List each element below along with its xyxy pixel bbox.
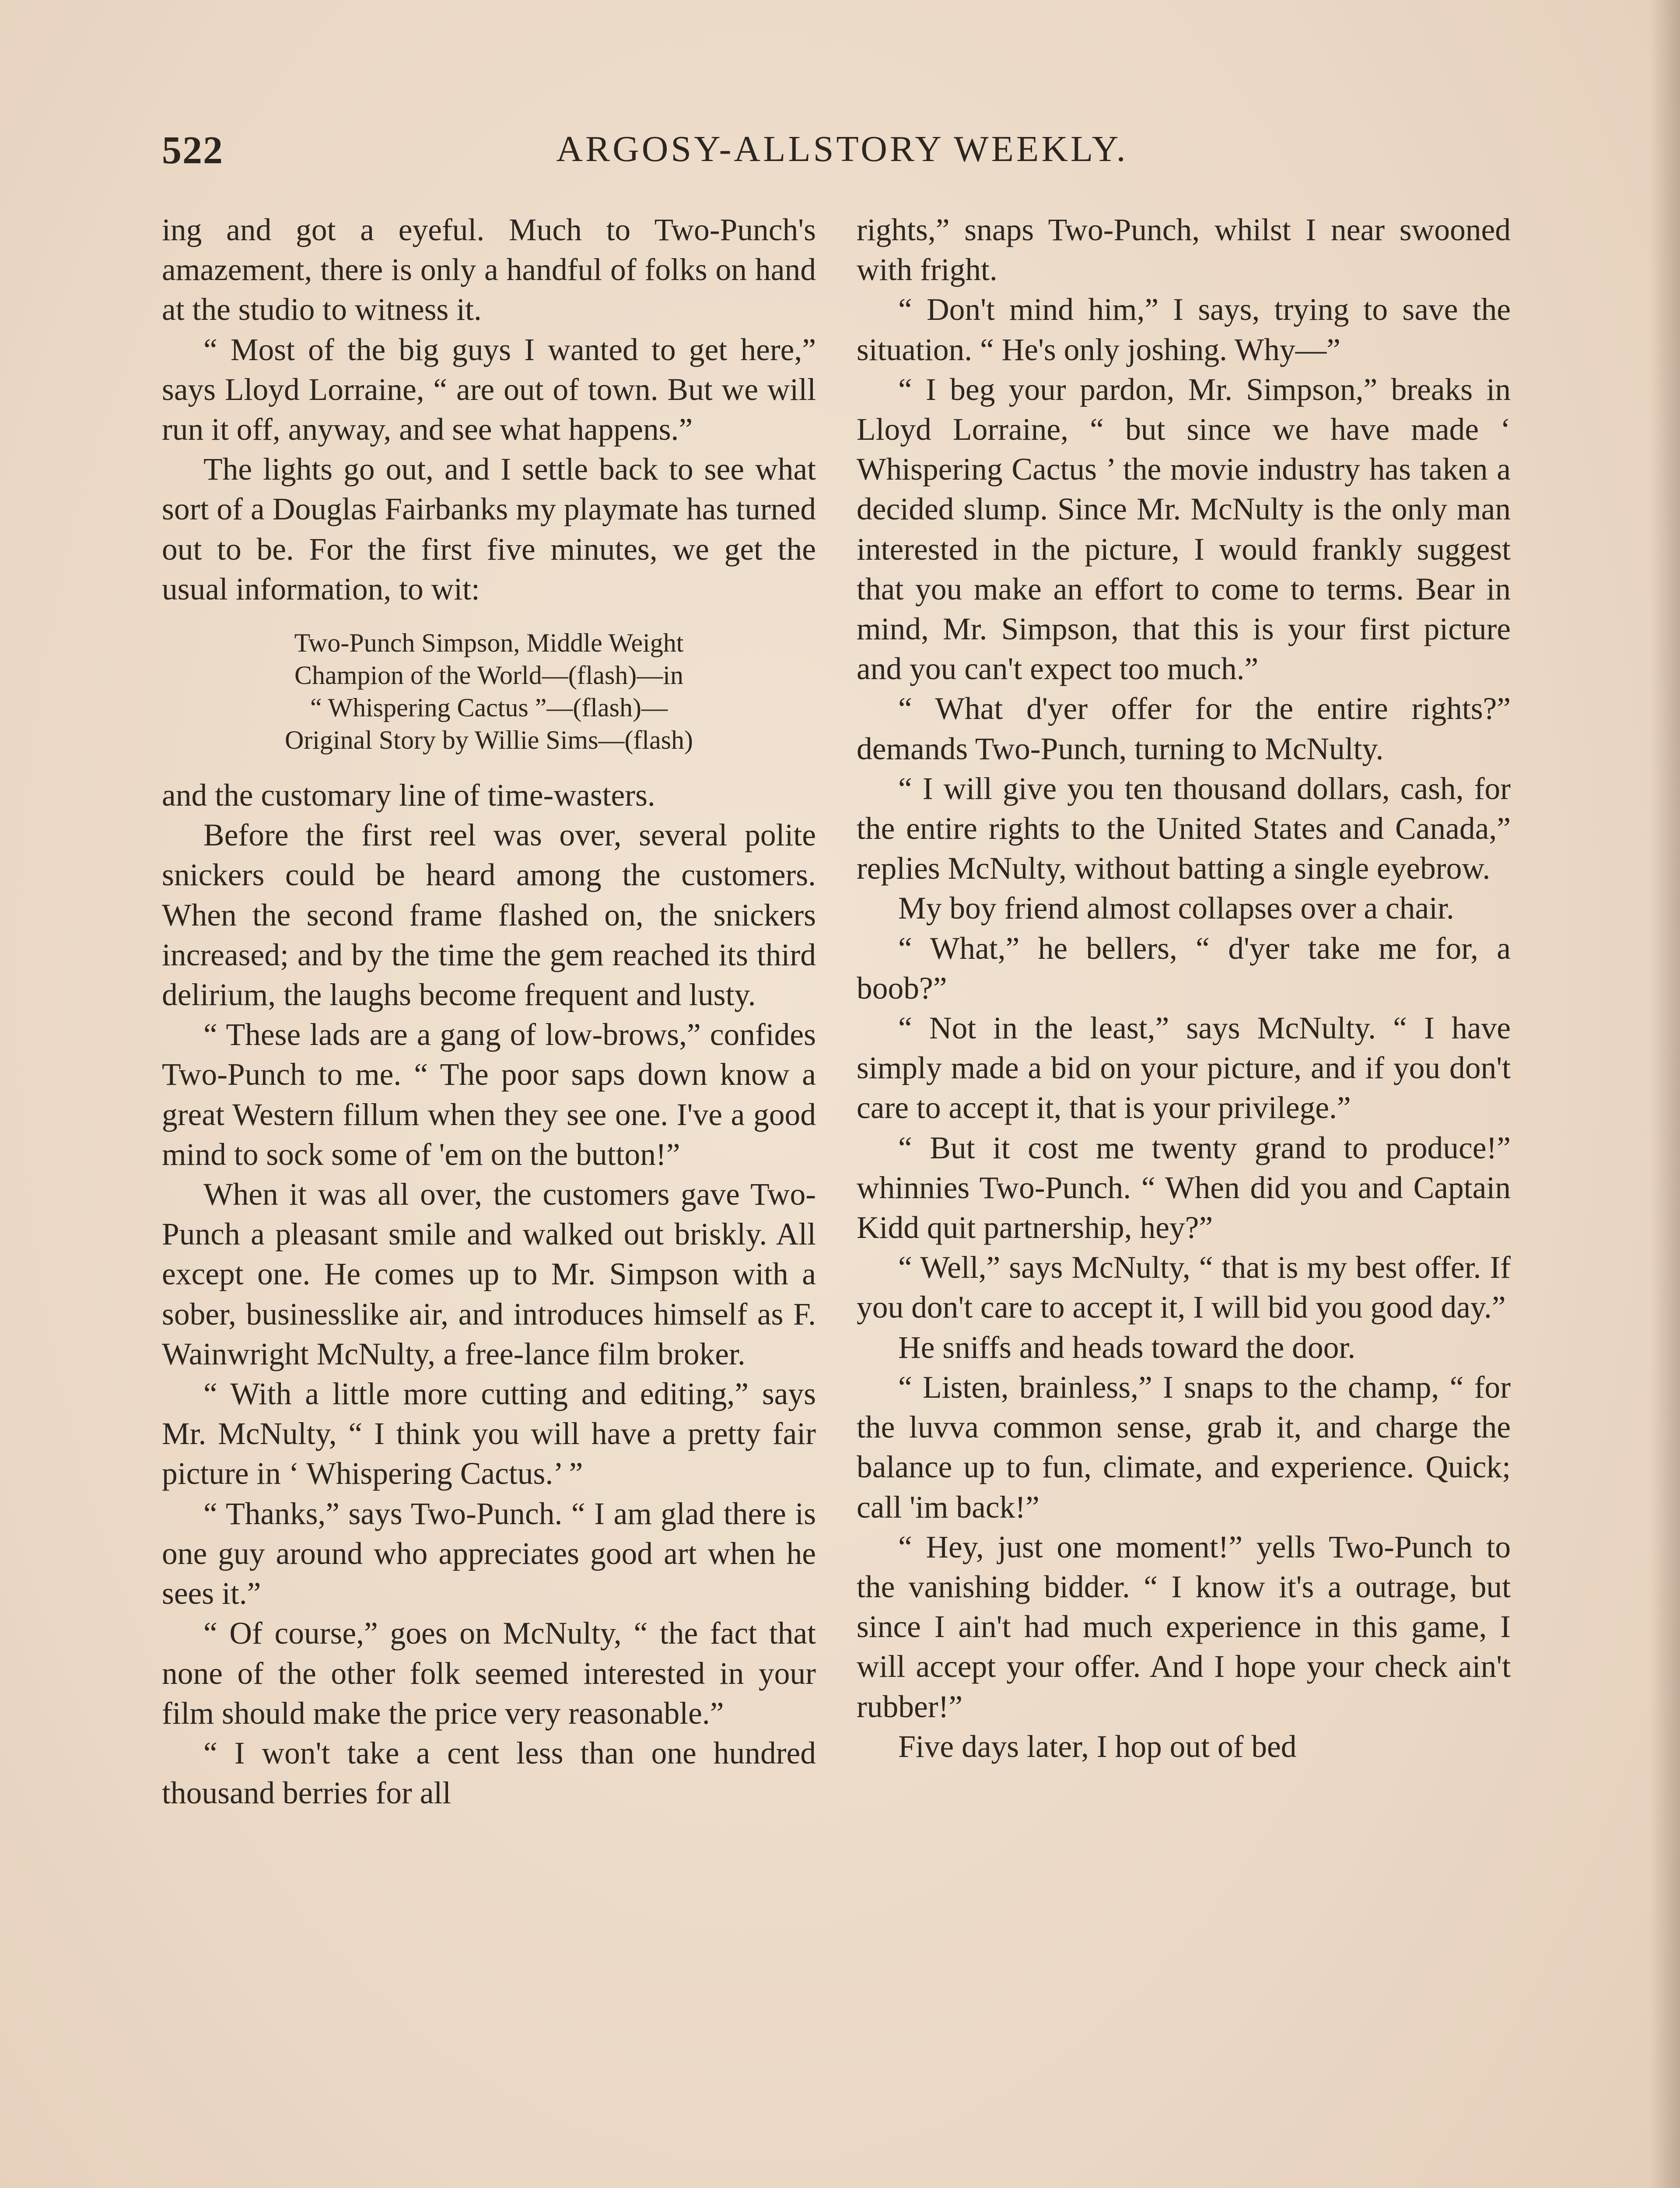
paragraph: Five days later, I hop out of bed <box>898 1729 1297 1764</box>
paragraph: “ What,” he bellers, “ d'yer take me for, a boob?” <box>857 931 1511 1006</box>
paragraph: “ Don't mind him,” I says, trying to save the situation. “ He's only joshing. Why—” <box>857 292 1511 367</box>
right-column <box>857 210 1511 2188</box>
paragraph: Before the first reel was over, several polite snickers could be heard among the customers. When the second frame flashed on, the snickers increased; and by the time the gem reached its third delirium, the laughs become frequent and lusty. <box>162 818 816 1013</box>
paragraph: ing and got a eyeful. Much to Two-Punch's amazement, there is only a handful of folks on hand at the studio to witness it. <box>162 213 816 327</box>
paragraph: The lights go out, and I settle back to see what sort of a Douglas Fairbanks my playmate has turned out to be. For the first five minutes, we get the usual information, to wit: <box>162 452 816 607</box>
credit-line: Champion of the World—(flash)—in <box>294 661 683 690</box>
paragraph: My boy friend almost collapses over a chair. <box>898 891 1454 926</box>
paragraph: He sniffs and heads toward the door. <box>898 1330 1356 1365</box>
credit-line: Original Story by Willie Sims—(flash) <box>284 726 693 755</box>
page-number: 522 <box>162 129 224 172</box>
paragraph: “ Hey, just one moment!” yells Two-Punch to the vanishing bidder. “ I know it's a outrage, but since I ain't had much experience in this game, I will accept your offer. And I hope your check ain't rubber!” <box>857 1529 1511 1724</box>
paragraph: “ Well,” says McNulty, “ that is my best offer. If you don't care to accept it, I will bid you good day.” <box>857 1250 1511 1325</box>
credit-line: “ Whispering Cactus ”—(flash)— <box>310 693 668 722</box>
paragraph: “ What d'yer offer for the entire rights?” demands Two-Punch, turning to McNulty. <box>857 691 1511 766</box>
paragraph: “ These lads are a gang of low-brows,” confides Two-Punch to me. “ The poor saps down know a great Western fillum when they see one. I've a good mind to sock some of 'em on the button!” <box>162 1017 816 1172</box>
page-header <box>162 128 1522 180</box>
paragraph: “ But it cost me twenty grand to produce!” whinnies Two-Punch. “ When did you and Captain Kidd quit partnership, hey?” <box>857 1130 1511 1245</box>
paragraph: “ Most of the big guys I wanted to get here,” says Lloyd Lorraine, “ are out of town. But we will run it off, anyway, and see what happens.” <box>162 332 816 447</box>
paragraph: rights,” snaps Two-Punch, whilst I near swooned with fright. <box>857 213 1511 288</box>
paragraph: “ I will give you ten thousand dollars, cash, for the entire rights to the United States and Canada,” replies McNulty, without batting a single eyebrow. <box>857 771 1511 886</box>
paragraph: “ Thanks,” says Two-Punch. “ I am glad there is one guy around who appreciates good art when he sees it.” <box>162 1496 816 1611</box>
paragraph: and the customary line of time-wasters. <box>162 778 655 813</box>
left-column <box>162 210 816 2188</box>
credit-line: Two-Punch Simpson, Middle Weight <box>294 628 684 658</box>
paragraph: “ With a little more cutting and editing,” says Mr. McNulty, “ I think you will have a pretty fair picture in ‘ Whispering Cactus.’ ” <box>162 1377 816 1491</box>
paragraph: When it was all over, the customers gave Two-Punch a pleasant smile and walked out briskly. All except one. He comes up to Mr. Simpson with a sober, businesslike air, and introduces himself as F. Wainwright McNulty, a free-lance film broker. <box>162 1177 816 1371</box>
paragraph: “ I beg your pardon, Mr. Simpson,” breaks in Lloyd Lorraine, “ but since we have made ‘ Whispering Cactus ’ the movie industry has taken a decided slump. Since Mr. McNulty is the only man interested in the picture, I would frankly suggest that you make an effort to come to terms. Bear in mind, Mr. Simpson, that this is your first picture and you can't expect too much.” <box>857 372 1511 687</box>
running-title: ARGOSY-ALLSTORY WEEKLY. <box>556 129 1128 169</box>
paragraph: “ I won't take a cent less than one hundred thousand berries for all <box>162 1736 816 1811</box>
film-credits-block <box>162 627 816 756</box>
paragraph: “ Not in the least,” says McNulty. “ I have simply made a bid on your picture, and if you don't care to accept it, that is your privilege.” <box>857 1011 1511 1126</box>
page-edge-shadow <box>1649 0 1680 2188</box>
paragraph: “ Listen, brainless,” I snaps to the champ, “ for the luvva common sense, grab it, and charge the balance up to fun, climate, and experience. Quick; call 'im back!” <box>857 1370 1511 1525</box>
paragraph: “ Of course,” goes on McNulty, “ the fact that none of the other folk seemed interested in your film should make the price very reasonable.” <box>162 1616 816 1731</box>
